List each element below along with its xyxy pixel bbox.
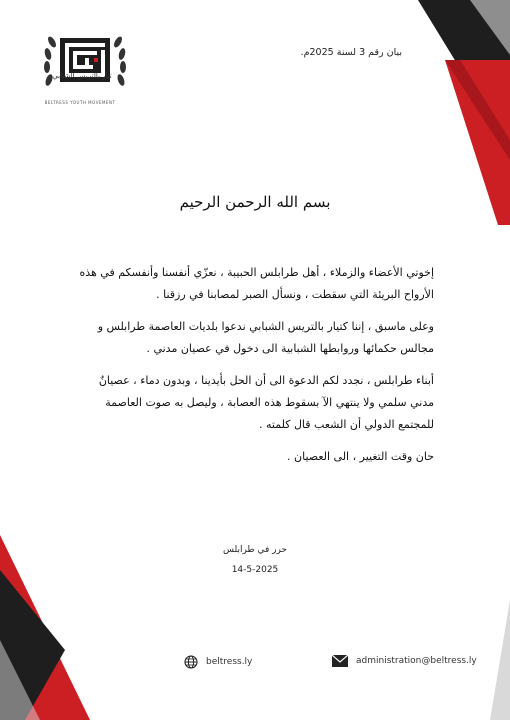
email-link[interactable]: administration@beltress.ly (356, 656, 477, 666)
signoff-date: 14-5-2025 (231, 565, 279, 575)
website-link[interactable]: beltress.ly (206, 657, 253, 667)
paragraph-appeal: أبناء طرابلس ، نجدد لكم الدعوة الى أن الحل بأيدينا ، وبدون دماء ، عصيانٌ مدني سلمي ولا ينتهي الآ بسقوط هذه العصابة ، وليصل به صوت العاصمة للمجتمع الدولي أن الشعب قال كلمته . (98, 374, 434, 431)
paragraph-call: وعلى ماسبق ، إننا كتيار بالتريس الشبابي ندعوا بلديات العاصمة طرابلس و مجالس حكمائها وروابطها الشبابية الى دخول في عصيان مدني . (97, 320, 434, 355)
bottom-right-corner-decoration (480, 600, 510, 720)
paragraph-closing: حان وقت التغيير ، الى العصيان . (287, 450, 434, 463)
envelope-icon (332, 655, 348, 667)
signoff-place: حرر في طرابلس (223, 545, 287, 555)
statement-reference: بيان رقم 3 لسنة 2025م. (300, 47, 402, 58)
signoff (0, 540, 510, 580)
logo-text: تيار بالتريس الشبابي (52, 72, 112, 80)
footer-website[interactable] (184, 655, 252, 669)
basmala-heading: بسم الله الرحمن الرحيم (179, 193, 331, 211)
globe-icon (184, 655, 198, 669)
statement-body (74, 262, 434, 478)
logo (40, 30, 130, 105)
footer-email[interactable] (332, 655, 477, 667)
top-right-corner-decoration (390, 0, 510, 225)
paragraph-condolence: إخوتي الأعضاء والزملاء ، أهل طرابلس الحبيبة ، نعزّي أنفسنا وأنفسكم في هذه الأرواح البريئة التي سقطت ، ونسأل الصبر لمصابنا في رزقنا . (79, 266, 434, 301)
logo-emblem-icon (40, 30, 130, 105)
logo-tagline: BELTRESS YOUTH MOVEMENT (44, 100, 116, 105)
